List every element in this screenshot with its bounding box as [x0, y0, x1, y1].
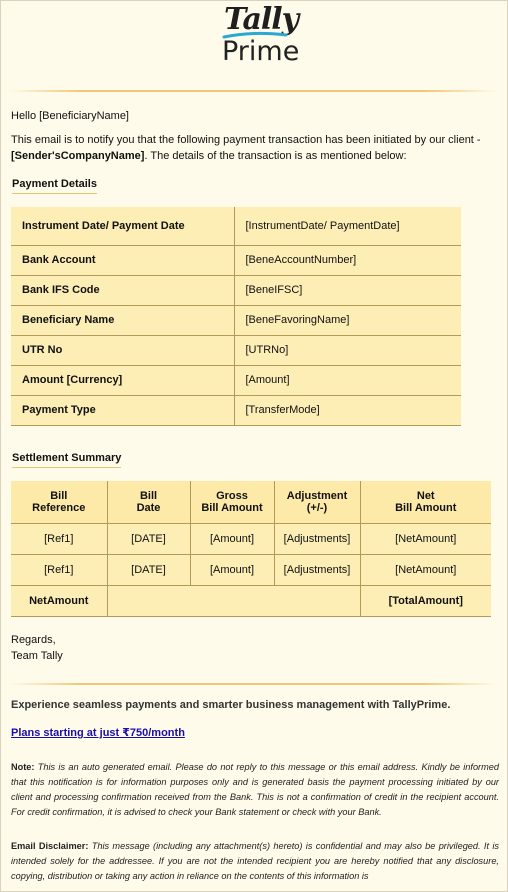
- row-label: Payment Type: [11, 395, 234, 425]
- column-header: Bill Date: [107, 481, 190, 523]
- table-cell: [DATE]: [107, 523, 190, 554]
- table-row: [11, 365, 461, 395]
- table-header-row: [11, 481, 491, 523]
- promo-text: Experience seamless payments and smarter business management with TallyPrime.: [11, 699, 451, 711]
- table-row: [11, 523, 491, 554]
- greeting: Hello [BeneficiaryName]: [11, 110, 129, 122]
- table-cell: [DATE]: [107, 554, 190, 585]
- logo-product: Prime: [222, 36, 300, 67]
- table-row: [11, 275, 461, 305]
- row-label: Instrument Date/ Payment Date: [11, 207, 234, 245]
- settlement-summary-title: Settlement Summary: [12, 452, 121, 468]
- column-header: Bill Reference: [11, 481, 107, 523]
- note-label: Note:: [11, 762, 35, 772]
- intro-text-2: . The details of the transaction is as mentioned below:: [144, 150, 407, 162]
- table-cell: [NetAmount]: [360, 523, 491, 554]
- note-paragraph: [11, 760, 499, 820]
- row-label: UTR No: [11, 335, 234, 365]
- intro-paragraph: [11, 132, 497, 164]
- empty-cell: [107, 585, 360, 616]
- intro-text-1: This email is to notify you that the following payment transaction has been initiated by our client -: [11, 134, 481, 146]
- settlement-summary-table: [11, 481, 491, 617]
- table-cell: [Adjustments]: [274, 523, 360, 554]
- column-header: Gross Bill Amount: [190, 481, 274, 523]
- logo-brand: Tally: [224, 2, 299, 37]
- table-row: [11, 395, 461, 425]
- row-label: Beneficiary Name: [11, 305, 234, 335]
- regards-text: Regards,: [11, 634, 56, 646]
- disclaimer-label: Email Disclaimer:: [11, 841, 89, 851]
- table-row: [11, 335, 461, 365]
- disclaimer-text: This message (including any attachment(s) hereto) is confidential and may also be privileged. It is intended solely for the addressee. If you are not the intended recipient you are hereby notified that any disclosure, copying, distribution or taking any action in reliance on the contents of this information is: [11, 841, 499, 881]
- header-divider: [8, 90, 498, 92]
- row-value: [TransferMode]: [234, 395, 461, 425]
- sender-company-name: [Sender'sCompanyName]: [11, 150, 145, 162]
- row-label: Bank Account: [11, 245, 234, 275]
- row-value: [UTRNo]: [234, 335, 461, 365]
- table-cell: [Adjustments]: [274, 554, 360, 585]
- column-header: Adjustment (+/-): [274, 481, 360, 523]
- disclaimer-paragraph: [11, 839, 499, 884]
- payment-details-title: Payment Details: [12, 178, 97, 194]
- table-cell: [Amount]: [190, 554, 274, 585]
- row-value: [InstrumentDate/ PaymentDate]: [234, 207, 461, 245]
- table-row: [11, 554, 491, 585]
- row-value: [Amount]: [234, 365, 461, 395]
- team-signature: Team Tally: [11, 650, 63, 662]
- plans-link[interactable]: Plans starting at just ₹750/month: [11, 727, 185, 739]
- payment-details-table: [11, 207, 461, 426]
- total-label: NetAmount: [11, 585, 107, 616]
- row-label: Bank IFS Code: [11, 275, 234, 305]
- promo-divider: [8, 683, 498, 685]
- row-label: Amount [Currency]: [11, 365, 234, 395]
- table-cell: [Ref1]: [11, 523, 107, 554]
- table-row: [11, 305, 461, 335]
- tallyprime-logo: [0, 0, 508, 80]
- row-value: [BeneFavoringName]: [234, 305, 461, 335]
- table-cell: [NetAmount]: [360, 554, 491, 585]
- row-value: [BeneAccountNumber]: [234, 245, 461, 275]
- total-value: [TotalAmount]: [360, 585, 491, 616]
- table-cell: [Amount]: [190, 523, 274, 554]
- total-row: [11, 585, 491, 616]
- note-text: This is an auto generated email. Please do not reply to this message or this email address. Kindly be informed that this notification is for information purposes only and is generated basis the payment processing initiated by our client and processing confirmation received from the Bank. This is not a confirmation of credit in the recipient account. For credit confirmation, it is advised to check your Bank statement or check with your Bank.: [11, 762, 499, 817]
- table-row: [11, 245, 461, 275]
- table-cell: [Ref1]: [11, 554, 107, 585]
- table-row: [11, 207, 461, 245]
- row-value: [BeneIFSC]: [234, 275, 461, 305]
- column-header: Net Bill Amount: [360, 481, 491, 523]
